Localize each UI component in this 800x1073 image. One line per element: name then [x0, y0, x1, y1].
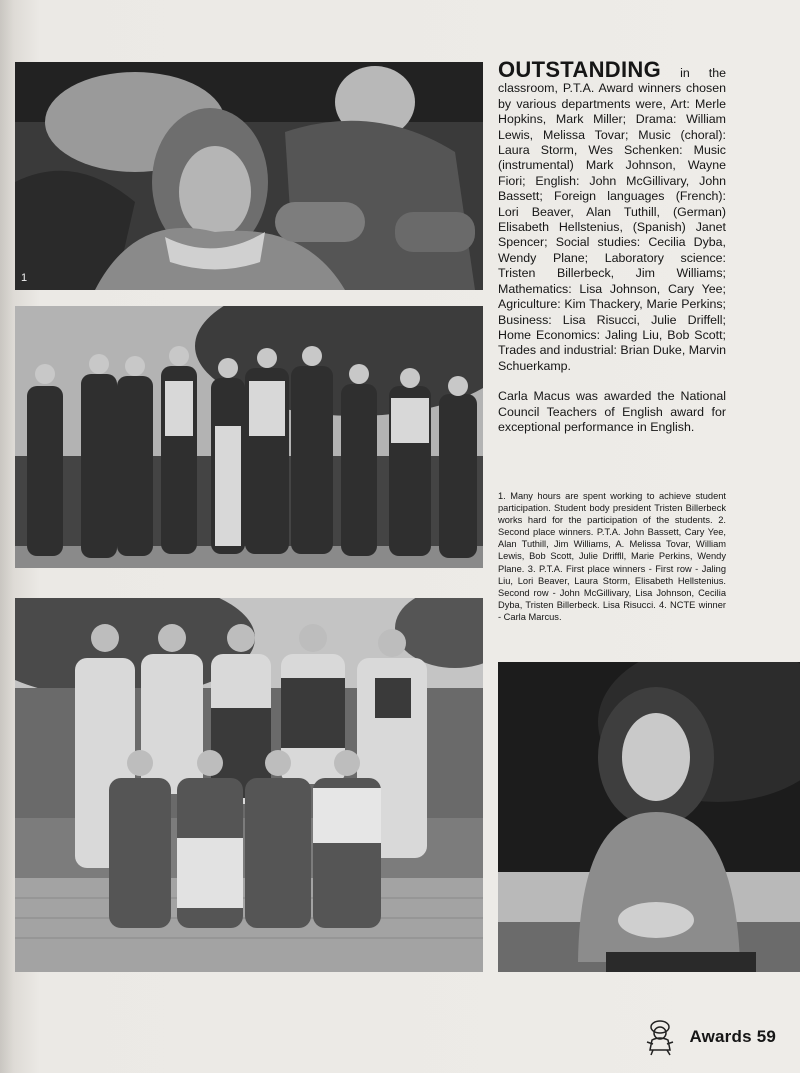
photo3-image — [15, 598, 483, 972]
photo1-number: 1 — [21, 272, 28, 284]
photo1-image — [15, 62, 483, 290]
footer-page-number: 59 — [756, 1027, 776, 1046]
article-paragraph-1 — [498, 57, 726, 374]
photo4-image — [498, 662, 800, 972]
photo-ncte-winner — [498, 662, 800, 972]
photo-student-participation — [15, 62, 483, 290]
mascot-icon — [643, 1018, 677, 1056]
photo-second-place-winners — [15, 306, 483, 568]
photo-first-place-winners — [15, 598, 483, 972]
article-paragraph-2: Carla Macus was awarded the National Council Teachers of English award for exceptional performance in English. — [498, 389, 726, 434]
footer-label — [689, 1027, 776, 1047]
photo2-image — [15, 306, 483, 568]
article-copy — [498, 57, 726, 450]
article-headline: OUTSTANDING — [498, 57, 661, 82]
page-footer — [643, 1018, 776, 1056]
photo-captions: 1. Many hours are spent working to achieve student participation. Student body president Tristen Billerbeck works hard for the participation of the students. 2. Second place winners. P.T.A. John Bassett, Cary Yee, Alan Tuthill, Jim Williams, A. Melissa Tovar, William Lewis, Bob Scott, Julie Driffll, Marie Perkins, Wendy Plane. 3. P.T.A. First place winners - First row - Jaling Liu, Lori Beaver, Laura Storm, Elisabeth Hellstenius. Second row - John McGillivary, Lisa Johnson, Cecilia Dyba, Tristen Billerbeck. Lisa Risucci. 4. NCTE winner - Carla Marcus. — [498, 491, 726, 622]
footer-section: Awards — [689, 1027, 752, 1046]
article-body: in the classroom, P.T.A. Award winners chosen by various departments were, Art: Merle Hopkins, Mark Miller; Drama: William Lewis, Melissa Tovar; Music (choral): Laura Storm, Wes Schenken: Music (instrumental) Mark Johnson, Wayne Fiori; English: John McGillivary, John Bassett; Foreign languages (French): Lori Beaver, Alan Tuthill, (German) Elisabeth Hellstenius, (Spanish) Janet Spencer; Social studies: Cecilia Dyba, Wendy Plane; Laboratory science: Tristen Billerbeck, Jim Williams; Mathematics: Lisa Johnson, Cary Yee; Agriculture: Kim Thackery, Marie Perkins; Business: Lisa Risucci, Julie Driffell; Home Economics: Jaling Liu, Bob Scott; Trades and industrial: Brian Duke, Marvin Schuerkamp. — [498, 66, 726, 373]
